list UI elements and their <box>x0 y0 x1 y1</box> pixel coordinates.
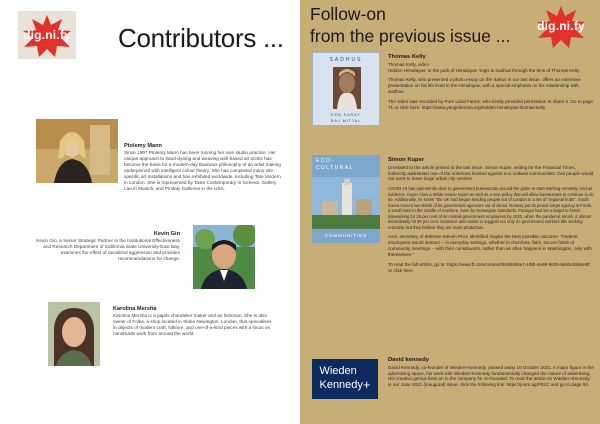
article-body <box>388 365 594 389</box>
article-simon-kuper <box>388 157 594 278</box>
wieden-kennedy-logo[interactable] <box>312 359 378 399</box>
contributor-kevin-gin <box>28 231 180 262</box>
page-title <box>310 4 510 48</box>
article-heading: Simon Kuper <box>388 157 425 163</box>
sadhus-book-cover[interactable] <box>312 52 380 126</box>
village-illustration <box>312 177 380 229</box>
article-paragraph: COVID-19 has opened the door to government bureaucrats around the globe to start working remotely. And as evidence, Kuper cites a White House report as well as a new policy that will allow bureaucrats to continue to do so. Additionally, he notes "the UK had begun sending people out of London to a set of "regional hubs". South Korea moved two-thirds of its government agencies out of Seoul. Norway put its peace-corps agency in Forde, a small town in the middle of nowhere, even by Norwegian standards. Portugal had set a target to foster teleworking for 25 per cent of its central-government employees by 2023, when the pandemic struck, it almost immediately hit 90 per cent. Evidence also exists to suggest not only do government workers like working remotely, but they believe they are more productive. <box>388 186 594 230</box>
logo-text: dig.ni.fy <box>537 19 585 33</box>
cover-line-3: COMMUNITIES <box>324 233 368 238</box>
contributor-karolina-mersha <box>113 306 273 337</box>
article-body <box>388 165 594 274</box>
contributor-bio: Since 1997 Ptolemy Mann has been running her own studio practice. Her unique approach to hand-dyeing and weaving well-based art works has become the basis for a modern-day Bauhaus philosophy of an artist making underpinned with intelligent colour theory. She has completed many site specific art installations and has exhibited worldwide, including Tate Modern in London. She is represented by Taste Contemporary in Geneva, Gallery Lao in Munich, and Pindaly Galleries in the USA. <box>124 149 281 192</box>
kevin-gin-photo <box>193 225 255 289</box>
karolina-mersha-photo <box>48 302 100 366</box>
article-paragraph: Asst. secretary of defense Steven Price identified maybe the best possible outcome: "Federal employees would interact -- in everyday settings, whether in churches, fairs, soccer fields or community meetings -- with their constituents, rather than as often happens in Washington, only with themselves." <box>388 234 592 257</box>
article-heading: Thomas Kelly <box>388 54 426 60</box>
article-paragraph[interactable]: To read the full article, go to: https://www.ft.com/content/50d9466e7-1f8b-4e68-9625-8eb5c8b88e8f, or click here. <box>388 261 591 273</box>
cover-author: KEN SARAY <box>331 113 361 117</box>
logo-text: dig.ni.fy <box>23 28 71 42</box>
article-paragraph: Unrelated to the article printed in the last issue, Simon Kuper, writing for the Financial Times, indirectly addressed one of the criticisms leveled against eco-cultural communities: that people would not want to leave large urban city centers. <box>388 164 594 182</box>
wk-line-2: Kennedy <box>319 378 363 391</box>
contributor-ptolemy-mann <box>124 143 282 192</box>
dignify-logo <box>532 2 590 50</box>
article-paragraph: Hidden Himalayas: in the path of Himalayan Yogis & Sadhus through the lens of Thomas Kelly <box>388 67 580 73</box>
article-paragraph[interactable]: David Kennedy, co-founder of Wieden+Kennedy, passed away 10 October 2021. A major figure in the advertising space, his work with Wieden+Kennedy fundamentally changed the nature of advertising. His creative genius lives on in the company he co-founded. To read the article on Wieden+Kennedy in our June 2021 (inaugural) issue, click the following link: https://joom.ag/PEcC and go to page 50. <box>388 364 594 388</box>
wk-logo-text <box>319 366 370 391</box>
contributors-page <box>0 0 296 424</box>
article-heading: David kennedy <box>388 357 429 363</box>
article-paragraph: Thomas Kelly, who presented a photo essay on the Sahus in our last issue, offers an extensive presentation on his life lived in the Himalayas, with a special emphasis on his relationship with Sadhus. <box>388 77 581 95</box>
title-line-2: from the previous issue ... <box>310 25 511 46</box>
cover-line-1: ECO- <box>316 158 335 164</box>
eco-cultural-cover[interactable] <box>312 155 380 243</box>
wk-plus: + <box>362 376 371 392</box>
contributor-name: Kevin Gin <box>153 231 180 237</box>
ptolemy-mann-photo <box>36 119 118 183</box>
cover-line-2: CULTURAL <box>316 165 355 171</box>
cover-photographer: RAJ MITTAL <box>330 119 362 123</box>
contributor-bio: Kevin Gin, a Senior Strategic Partner in the Institutional Effectiveness and Research Department of California State University-East Bay, examines the effect of racialized aggression and provides recommendations for change. <box>36 237 180 262</box>
title-line-1: Follow-on <box>310 4 386 24</box>
article-thomas-kelly <box>388 54 594 115</box>
article-david-kennedy <box>388 357 594 392</box>
article-body <box>388 62 594 112</box>
page-title: Contributors ... <box>118 23 284 53</box>
contributor-name: Ptolemy Mann <box>124 143 162 149</box>
contributor-bio: Karolina Mersha is a pajahi chandelier maker and an historian. She is also owner of Folka, a shop located in Stoke Newington, London, that specialises in objects of modern craft, folklore, and one-of-a-kind pieces with a focus on handmade work from around the world. <box>113 312 272 337</box>
follow-on-page <box>300 0 600 424</box>
dignify-logo <box>18 11 76 59</box>
sadhu-portrait <box>333 67 361 109</box>
article-paragraph[interactable]: The video was recorded by Pure Land Farms, who kindly provided permission to share it. Go to page 71 or click here: https://www.yangchenma.org/hidden-himalayas-thomas-kelly <box>388 99 594 111</box>
article-paragraph: Thomas Kelly, video <box>388 61 430 67</box>
contributor-name: Karolina Mersha <box>113 306 157 312</box>
wk-line-1: Wieden <box>319 365 357 378</box>
cover-title: SADHUS <box>329 57 363 63</box>
